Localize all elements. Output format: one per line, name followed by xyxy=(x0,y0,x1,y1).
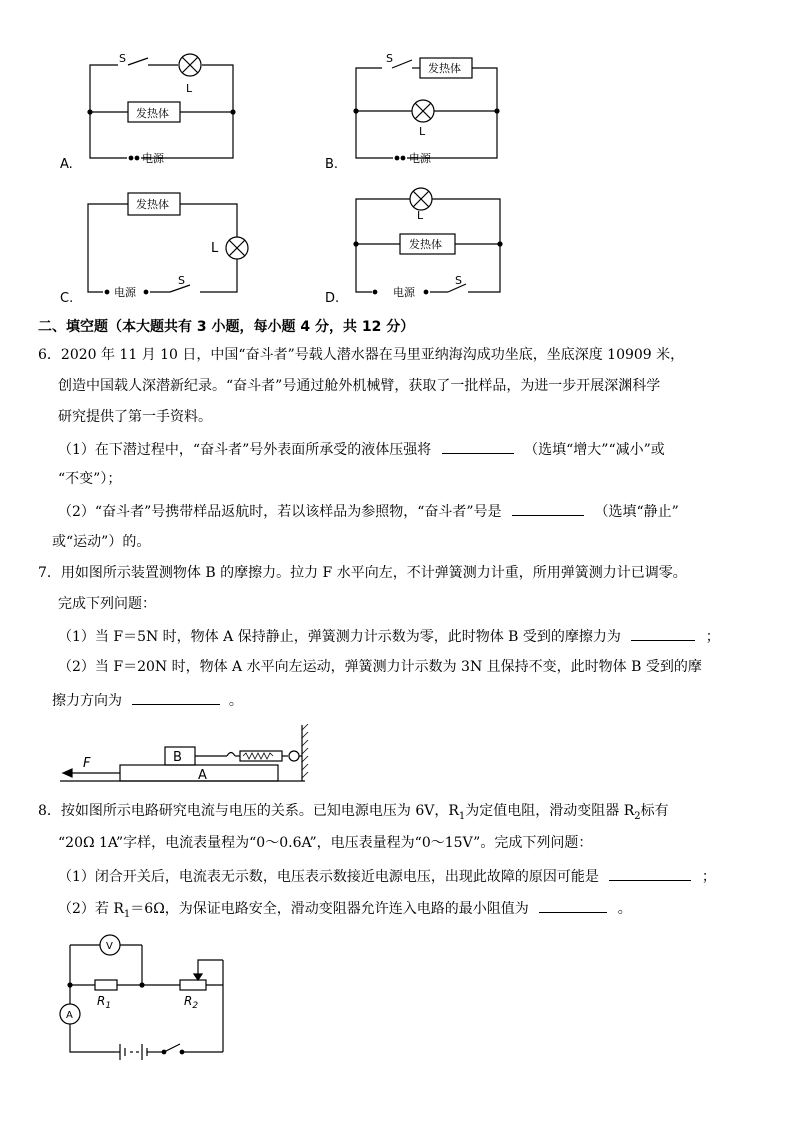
q8-answer-blank-1[interactable] xyxy=(609,865,691,881)
q8-part2 xyxy=(58,897,632,925)
q8-part1-end: ； xyxy=(701,869,716,885)
q8-line1-sub2: 2 xyxy=(634,810,641,822)
source-label: 电源 xyxy=(393,286,415,299)
q8-line1-text-b: 为定值电阻，滑动变阻器 R xyxy=(465,803,635,819)
heater-label: 发热体 xyxy=(136,107,169,120)
switch-label: S xyxy=(178,274,185,287)
q8-part2-sub: 1 xyxy=(123,908,131,920)
q8-line1-text-a: 8．按如图所示电路研究电流与电压的关系。已知电源电压为 6V，R xyxy=(38,803,459,819)
block-b-label: B xyxy=(173,750,182,765)
force-label: F xyxy=(83,756,91,771)
q8-line1-text-c: 标有 xyxy=(640,803,669,819)
q6-answer-blank-2[interactable] xyxy=(512,500,584,516)
q7-friction-figure xyxy=(55,720,315,790)
wall-ring-icon xyxy=(289,751,299,761)
q7-line2: 完成下列问题： xyxy=(58,596,156,612)
q7-line1: 7．用如图所示装置测物体 B 的摩擦力。拉力 F 水平向左，不计弹簧测力计重，所用弹簧测力计已调零。 xyxy=(38,565,687,581)
q8-part1-text: （1）闭合开关后，电流表无示数，电压表示数接近电源电压，出现此故障的原因可能是 xyxy=(58,869,599,885)
q8-part2-text-b: ＝6Ω，为保证电路安全，滑动变阻器允许连入电路的最小阻值为 xyxy=(130,901,529,917)
option-letter: C. xyxy=(60,291,74,306)
q6-part2-cont: 或“运动”）的。 xyxy=(52,534,151,550)
q6-part1-cont: “不变”）； xyxy=(58,471,122,487)
q6-part1-text: （1）在下潜过程中，“奋斗者”号外表面所承受的液体压强将 xyxy=(58,442,432,458)
switch-label: S xyxy=(386,52,393,65)
slider-arrow-icon xyxy=(194,974,202,980)
voltmeter-label: V xyxy=(106,941,113,952)
switch-label: S xyxy=(119,52,126,65)
q7-part2: （2）当 F＝20N 时，物体 A 水平向左运动，弹簧测力计示数为 3N 且保持不变，此时物体 B 受到的摩 xyxy=(58,659,702,675)
q6-line3: 研究提供了第一手资料。 xyxy=(58,409,212,425)
circuit-options-figure xyxy=(0,0,794,310)
source-label: 电源 xyxy=(409,152,431,165)
q7-answer-blank-1[interactable] xyxy=(631,625,695,641)
q7-part1-end: ； xyxy=(705,629,720,645)
q7-part1-text: （1）当 F＝5N 时，物体 A 保持静止，弹簧测力计示数为零，此时物体 B 受到的摩擦力为 xyxy=(58,629,621,645)
r1-label: $R_1$ xyxy=(97,994,112,1011)
q6-part2-choices: （选填“静止” xyxy=(594,504,679,520)
q6-part1-choices: （选填“增大”“减小”或 xyxy=(524,442,665,458)
resistor-r1 xyxy=(95,980,117,990)
q6-line1: 6．2020 年 11 月 10 日，中国“奋斗者”号载人潜水器在马里亚纳海沟成功坐底，坐底深度 10909 米， xyxy=(38,347,685,363)
option-letter: A. xyxy=(60,157,73,172)
q8-part2-text-a: （2）若 R xyxy=(58,901,124,917)
q8-part1 xyxy=(58,865,716,887)
q8-line2: “20Ω 1A”字样，电流表量程为“0～0.6A”，电压表量程为“0～15V”。完成下列问题： xyxy=(58,835,593,851)
q8-line1-sub1: 1 xyxy=(458,810,466,822)
q6-part2-text: （2）“奋斗者”号携带样品返航时，若以该样品为参照物，“奋斗者”号是 xyxy=(58,504,502,520)
q7-part2-end: 。 xyxy=(228,693,243,709)
source-label: 电源 xyxy=(142,152,164,165)
circuit-b xyxy=(354,58,499,160)
q7-answer-blank-2[interactable] xyxy=(132,689,220,705)
option-letter: B. xyxy=(325,157,339,172)
ammeter-label: A xyxy=(66,1010,73,1021)
lamp-label: L xyxy=(419,125,426,138)
lamp-label: L xyxy=(186,82,193,95)
arrow-left-icon xyxy=(63,769,72,777)
q8-circuit-figure xyxy=(50,930,240,1060)
q8-part2-end: 。 xyxy=(617,901,632,917)
heater-label: 发热体 xyxy=(428,62,461,75)
block-a-label: A xyxy=(198,768,207,783)
rheostat-r2 xyxy=(180,980,206,990)
q6-line2: 创造中国载人深潜新纪录。“奋斗者”号通过舱外机械臂，获取了一批样品，为进一步开展深渊科学 xyxy=(58,378,661,394)
r2-label: $R_2$ xyxy=(184,994,199,1011)
q7-part2-text: 擦力方向为 xyxy=(52,693,122,709)
q6-part1 xyxy=(58,438,665,460)
q8-answer-blank-2[interactable] xyxy=(539,897,607,913)
heater-label: 发热体 xyxy=(136,198,169,211)
q8-line1 xyxy=(38,801,669,827)
q6-part2 xyxy=(58,500,679,522)
switch-label: S xyxy=(455,274,462,287)
lamp-label: L xyxy=(211,241,219,256)
q6-answer-blank-1[interactable] xyxy=(442,438,514,454)
q7-part2-cont xyxy=(52,689,243,711)
section-title: 二、填空题（本大题共有 3 小题，每小题 4 分，共 12 分） xyxy=(38,319,415,335)
source-label: 电源 xyxy=(114,286,136,299)
option-letter: D. xyxy=(325,291,340,306)
q7-part1 xyxy=(58,625,720,647)
heater-label: 发热体 xyxy=(409,238,442,251)
lamp-label: L xyxy=(417,209,424,222)
